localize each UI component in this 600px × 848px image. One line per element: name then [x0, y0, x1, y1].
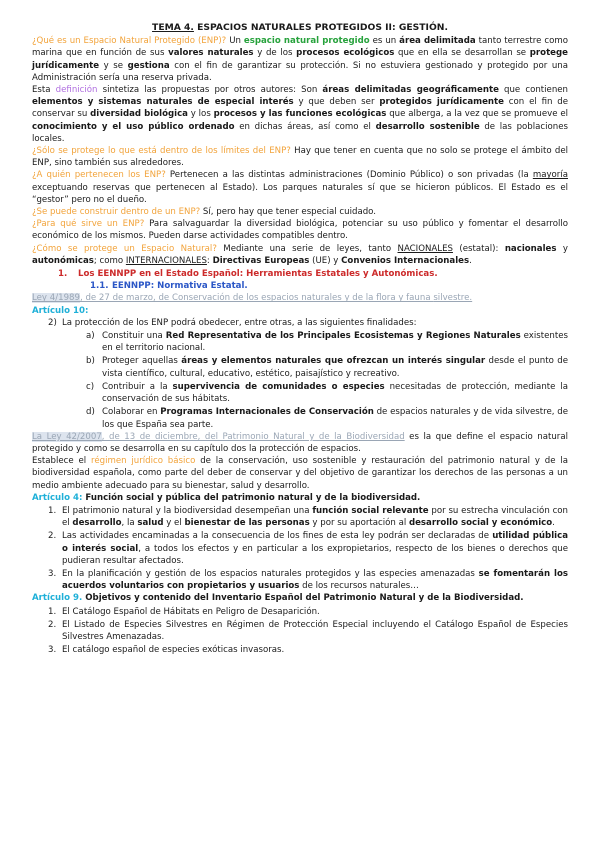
paragraph-definition: Esta definición sintetiza las propuestas por otros autores: Son áreas delimitadas geográficamente que contienen elementos y sistemas naturales de especial interés y que deben ser protegidos jurídicamente con el fin de conservar su diversidad biológica y los procesos y las funciones ecológicas que alberga, a la vez que se promueve el conocimiento y el uso público ordenado en dichas áreas, así como el desarrollo sostenible de las poblaciones locales.: [32, 85, 569, 144]
section-heading-1-1: 1.1. EENNPP: Normativa Estatal.: [90, 281, 248, 292]
list-item: 2) La protección de los ENP podrá obedecer, entre otras, a las siguientes finalidades:: [48, 317, 417, 328]
article-10-label: Artículo 10:: [32, 305, 89, 316]
list-item: c) Contribuir a la supervivencia de comunidades o especies necesitadas de protección, mediante la conservación de sus hábitats.: [86, 381, 569, 405]
question-text: ¿Se puede construir dentro de un ENP?: [32, 207, 201, 218]
paragraph-purpose: ¿Para qué sirve un ENP? Para salvaguardar la diversidad biológica, potenciar su uso público y fomentar el desarrollo económico de los mismos. Pueden darse actividades compatibles dentro.: [32, 219, 568, 242]
list-item: 1. El Catálogo Español de Hábitats en Peligro de Desaparición.: [48, 606, 320, 617]
question-text: ¿Sólo se protege lo que está dentro de los límites del ENP?: [32, 146, 291, 157]
paragraph-construction: ¿Se puede construir dentro de un ENP? Sí, pero hay que tener especial cuidado.: [32, 207, 377, 218]
article-9-heading: Artículo 9. Objetivos y contenido del Inventario Español del Patrimonio Natural y de la Biodiversidad.: [32, 593, 524, 604]
article-4-list: [32, 505, 568, 592]
question-text: ¿Qué es un Espacio Natural Protegido (ENP)?: [32, 36, 227, 47]
paragraph-protection: ¿Cómo se protege un Espacio Natural? Mediante una serie de leyes, tanto NACIONALES (estatal): nacionales y autonómicas; como INTERNACIONALES: Directivas Europeas (UE) y Convenios Internacionales.: [32, 243, 568, 266]
article-4-heading: Artículo 4: Función social y pública del patrimonio natural y de la biodiversidad.: [32, 492, 421, 503]
paragraph-what-is-enp: ¿Qué es un Espacio Natural Protegido (ENP)? Un espacio natural protegido es un área delimitada tanto terrestre como marina que en función de sus valores naturales y de los procesos ecológicos que en ella se desarrollan se protege jurídicamente y se gestiona con el fin de garantizar su protección. Si no estuviera gestionado y protegido por una Administración sería una reserva privada.: [32, 36, 568, 83]
law-4-1989: Ley 4/1989, de 27 de marzo, de Conservación de los espacios naturales y de la flora y fauna silvestre.: [32, 293, 473, 304]
list-item: 3. El catálogo español de especies exóticas invasoras.: [48, 645, 285, 656]
page-title: TEMA 4. ESPACIOS NATURALES PROTEGIDOS II: GESTIÓN.: [152, 22, 448, 33]
law-42-2007-paragraph: La Ley 42/2007, de 13 de diciembre, del Patrimonio Natural y de la Biodiversidad es la que define el espacio natural protegido y como se desarrolla en su capítulo dos la protección de espacios.: [32, 431, 568, 454]
list-item: 1. El patrimonio natural y la biodiversidad desempeñan una función social relevante por su estrecha vinculación con el desarrollo, la salud y el bienestar de las personas y por su aportación al desarrollo social y económico.: [48, 505, 568, 529]
question-text: ¿A quién pertenecen los ENP?: [32, 170, 166, 181]
list-item: d) Colaborar en Programas Internacionales de Conservación de espacios naturales y de vida silvestre, de los que España sea parte.: [86, 407, 568, 430]
question-text: ¿Cómo se protege un Espacio Natural?: [32, 243, 217, 254]
list-item: 2. Las actividades encaminadas a la consecuencia de los fines de esta ley podrán ser declaradas de utilidad pública o interés social, a todos los efectos y en particular a los expropietarios, respecto de los bienes o derechos que pudieran resultar afectados.: [48, 531, 569, 566]
article-10-sublist: [32, 330, 568, 431]
list-item: b) Proteger aquellas áreas y elementos naturales que ofrezcan un interés singular desde el punto de vista científico, cultural, educativo, estético, paisajístico y recreativo.: [86, 356, 568, 379]
list-item: 2. El Listado de Especies Silvestres en Régimen de Protección Especial incluyendo el Catálogo Español de Especies Silvestres Amenazadas.: [48, 619, 568, 642]
section-heading-1: 1. Los EENNPP en el Estado Español: Herramientas Estatales y Autonómicas.: [58, 269, 438, 280]
list-item: 3. En la planificación y gestión de los espacios naturales protegidos y las especies amenazadas se fomentarán los acuerdos voluntarios con propietarios y usuarios de los recursos naturales…: [48, 568, 568, 592]
paragraph-limits: ¿Sólo se protege lo que está dentro de los límites del ENP? Hay que tener en cuenta que no solo se protege el ámbito del ENP, sino también sus alrededores.: [32, 146, 568, 169]
paragraph-ownership: ¿A quién pertenecen los ENP? Pertenecen a las distintas administraciones (Dominio Público) o son privadas (la mayoría exceptuando reservas que pertenecen al Estado). Los parques naturales sí que se hicieron públicos. El Estado es el “gestor” pero no el dueño.: [32, 170, 568, 205]
list-item: a) Constituir una Red Representativa de los Principales Ecosistemas y Regiones Naturales existentes en el territorio nacional.: [86, 331, 568, 354]
article-9-list: [32, 606, 568, 657]
article-10-list: [32, 317, 568, 329]
paragraph-legal-regime: Establece el régimen jurídico básico de la conservación, uso sostenible y restauración del patrimonio natural y de la biodiversidad española, como parte del deber de conservar y del objetivo de garantizar los derechos de las personas a un medio ambiente adecuado para su bienestar, salud y desarrollo.: [32, 456, 568, 491]
question-text: ¿Para qué sirve un ENP?: [32, 219, 145, 230]
